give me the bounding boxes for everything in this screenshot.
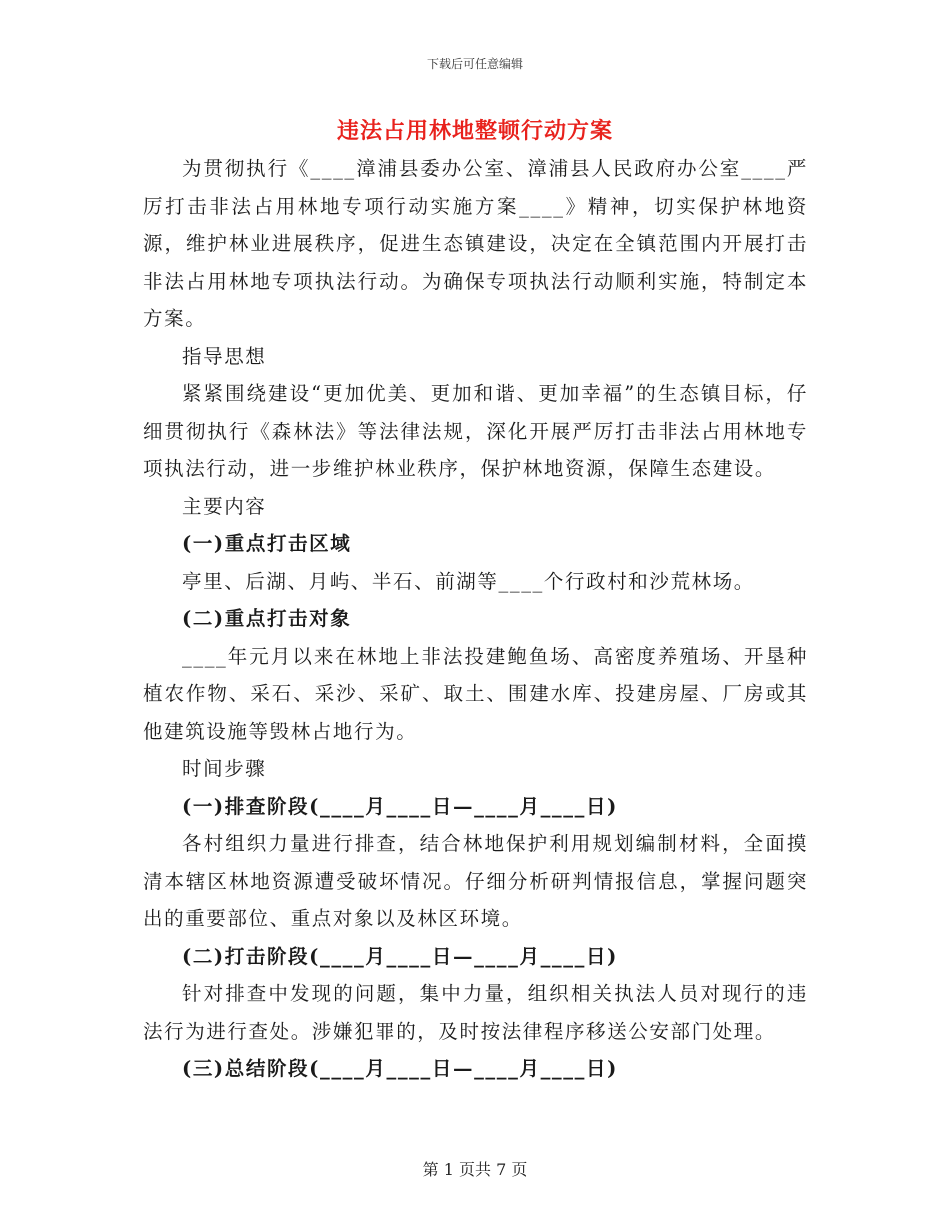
step-investigation-paragraph: 各村组织力量进行排查，结合林地保护利用规划编制材料，全面摸清本辖区林地资源遭受破坏情况。仔细分析研判情报信息，掌握问题突出的重要部位、重点对象以及林区环境。 [143, 832, 808, 930]
subheading-step-investigation: (一)排查阶段(____月____日—____月____日) [182, 794, 618, 818]
subheading-key-targets: (二)重点打击对象 [182, 607, 352, 630]
subheading-step-summary: (三)总结阶段(____月____日—____月____日) [182, 1057, 618, 1080]
page-number: 第 1 页共 7 页 [422, 1160, 528, 1179]
section-heading-content: 主要内容 [182, 494, 267, 518]
header-note: 下载后可任意编辑 [426, 57, 523, 71]
step-crackdown-paragraph: 针对排查中发现的问题，集中力量，组织相关执法人员对现行的违法行为进行查处。涉嫌犯罪的，及时按法律程序移送公安部门处理。 [143, 982, 808, 1043]
guiding-paragraph: 紧紧围绕建设“更加优美、更加和谐、更加幸福”的生态镇目标，仔细贯彻执行《森林法》等法律法规，深化开展严厉打击非法占用林地专项执法行动，进一步维护林业秩序，保护林地资源，保障生态建设。 [143, 382, 808, 480]
subheading-key-areas: (一)重点打击区域 [182, 532, 352, 555]
section-heading-steps: 时间步骤 [182, 757, 267, 780]
document-title: 违法占用林地整顿行动方案 [336, 118, 613, 144]
section-heading-guiding: 指导思想 [182, 344, 267, 368]
intro-paragraph: 为贯彻执行《____漳浦县委办公室、漳浦县人民政府办公室____严厉打击非法占用林地专项行动实施方案____》精神，切实保护林地资源，维护林业进展秩序，促进生态镇建设，决定在全镇范围内开展打击非法占用林地专项执法行动。为确保专项执法行动顺利实施，特制定本方案。 [143, 157, 808, 330]
document-body [143, 150, 808, 1088]
key-targets-paragraph: ____年元月以来在林地上非法投建鲍鱼场、高密度养殖场、开垦种植农作物、采石、采沙、采矿、取土、围建水库、投建房屋、厂房或其他建筑设施等毁林占地行为。 [143, 644, 808, 743]
key-areas-paragraph: 亭里、后湖、月屿、半石、前湖等____个行政村和沙荒林场。 [182, 569, 755, 593]
subheading-step-crackdown: (二)打击阶段(____月____日—____月____日) [182, 944, 618, 968]
